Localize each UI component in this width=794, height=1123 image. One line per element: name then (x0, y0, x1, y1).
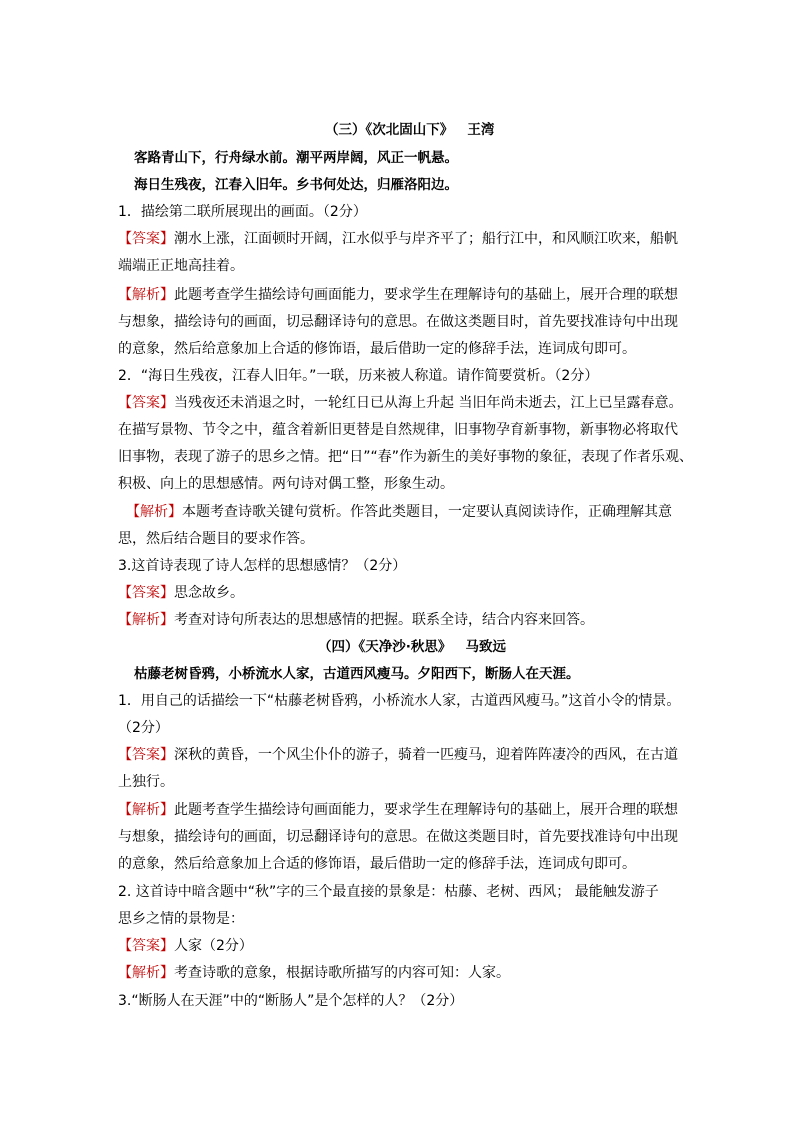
answer-line: 上独行。 (118, 774, 174, 790)
analysis-text: 考查对诗句所表达的思想感情的把握。联系全诗，结合内容来回答。 (174, 612, 594, 628)
answer-tag: 【答案】 (118, 585, 174, 601)
poem4-title-text: （四）《天净沙·秋思》 (318, 639, 452, 655)
question-3: 3.这首诗表现了诗人怎样的思想感情？（2分） (118, 558, 407, 574)
answer-tag: 【答案】 (118, 231, 174, 247)
answer-text: 深秋的黄昏，一个风尘仆仆的游子，骑着一匹瘦马，迎着阵阵凄冷的西风，在古道 (174, 747, 678, 763)
analysis-text: 此题考查学生描绘诗句画面能力，要求学生在理解诗句的基础上，展开合理的联想 (174, 802, 678, 818)
answer-line: 积极、向上的思想感情。两句诗对偶工整，形象生动。 (118, 476, 454, 492)
analysis-tag: 【解析】 (118, 287, 174, 303)
question-1: （2分） (118, 720, 169, 736)
question-3: 3.“断肠人在天涯”中的“断肠人”是个怎样的人？（2分） (118, 993, 464, 1009)
poem3-author: 王湾 (467, 122, 495, 138)
answer-line: 在描写景物、节令之中，蕴含着新旧更替是自然规律，旧事物孕育新事物，新事物必将取代 (118, 422, 678, 438)
answer-tag: 【答案】 (118, 938, 174, 954)
answer-tag: 【答案】 (118, 395, 174, 411)
analysis-line (118, 285, 678, 305)
analysis-line (118, 800, 678, 820)
question-2: 思乡之情的景物是： (118, 911, 244, 927)
answer-line (118, 745, 678, 765)
answer-line (118, 583, 244, 603)
question-1: 1．描绘第二联所展现出的画面。（2分） (118, 204, 367, 220)
analysis-tag: 【解析】 (118, 965, 174, 981)
answer-tag: 【答案】 (118, 747, 174, 763)
poem4-line: 枯藤老树昏鸦，小桥流水人家，古道西风瘦马。夕阳西下，断肠人在天涯。 (134, 666, 580, 682)
poem4-title (318, 637, 506, 657)
poem3-line2: 海日生残夜，江春入旧年。乡书何处达，归雁洛阳边。 (134, 177, 458, 193)
analysis-line: 与想象，描绘诗句的画面，切忌翻译诗句的意思。在做这类题目时，首先要找准诗句中出现 (118, 314, 678, 330)
analysis-tag: 【解析】 (126, 504, 182, 520)
answer-text: 当残夜还未消退之时，一轮红日已从海上升起 当旧年尚未逝去，江上已呈露春意。 (174, 395, 683, 411)
question-1: 1．用自己的话描绘一下“枯藤老树昏鸦，小桥流水人家，古道西风瘦马。”这首小令的情景。 (118, 693, 681, 709)
analysis-line: 思，然后结合题目的要求作答。 (118, 531, 314, 547)
answer-line: 端端正正地高挂着。 (118, 258, 244, 274)
poem3-line1: 客路青山下，行舟绿水前。潮平两岸阔，风正一帆悬。 (134, 150, 458, 166)
analysis-text: 考查诗歌的意象，根据诗歌所描写的内容可知：人家。 (174, 965, 510, 981)
answer-line (118, 229, 678, 249)
analysis-line: 的意象，然后给意象加上合适的修饰语，最后借助一定的修辞手法，连词成句即可。 (118, 341, 636, 357)
answer-line: 旧事物，表现了游子的思乡之情。把“日”“春”作为新生的美好事物的象征，表现了作者乐观、 (118, 449, 694, 465)
analysis-tag: 【解析】 (118, 802, 174, 818)
analysis-line (118, 610, 594, 630)
answer-text: 思念故乡。 (174, 585, 244, 601)
poem4-author: 马致远 (465, 639, 506, 655)
analysis-text: 本题考查诗歌关键句赏析。作答此类题目，一定要认真阅读诗作，正确理解其意 (182, 504, 672, 520)
analysis-line (118, 963, 510, 983)
answer-text: 人家（2分） (174, 938, 253, 954)
analysis-line: 与想象，描绘诗句的画面，切忌翻译诗句的意思。在做这类题目时，首先要找准诗句中出现 (118, 829, 678, 845)
poem3-title (325, 120, 494, 140)
poem3-title-text: （三）《次北固山下》 (325, 122, 454, 138)
analysis-line: 的意象，然后给意象加上合适的修饰语，最后借助一定的修辞手法，连词成句即可。 (118, 856, 636, 872)
question-2: 2. 这首诗中暗含题中“秋”字的三个最直接的景象是：枯藤、老树、西风； 最能触发游子 (118, 884, 659, 900)
question-2: 2．“海日生残夜，江春人旧年。”一联，历来被人称道。请作简要赏析。（2分） (118, 368, 599, 384)
answer-line (118, 393, 682, 413)
answer-line (118, 936, 253, 956)
answer-text: 潮水上涨，江面顿时开阔，江水似乎与岸齐平了；船行江中，和风顺江吹来，船帆 (174, 231, 678, 247)
analysis-tag: 【解析】 (118, 612, 174, 628)
analysis-text: 此题考查学生描绘诗句画面能力，要求学生在理解诗句的基础上，展开合理的联想 (174, 287, 678, 303)
analysis-line (126, 502, 672, 522)
